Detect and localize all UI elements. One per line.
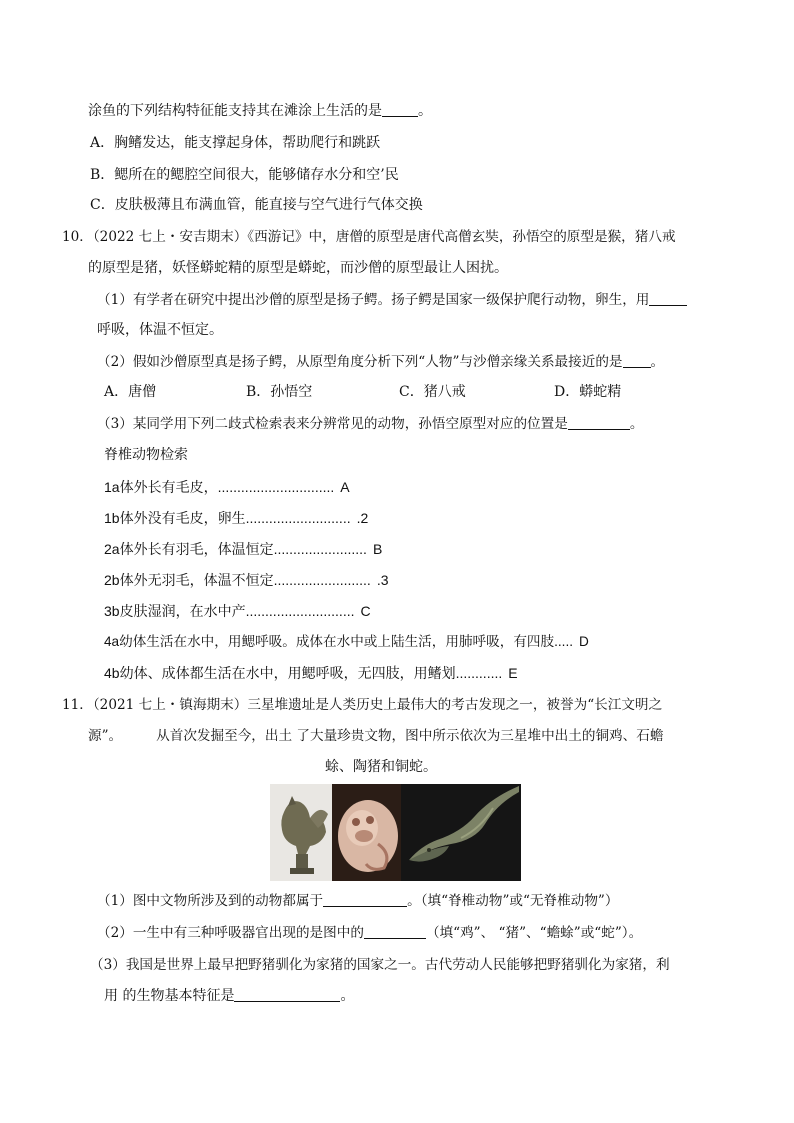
q10-part1-line2: 呼吸，体温不恒定。 <box>97 322 223 338</box>
key-result: E <box>508 665 518 681</box>
key-row <box>104 539 382 560</box>
key-text: 幼体、成体都生活在水中，用鳃呼吸，无四肢，用鳍划 <box>119 666 456 682</box>
q10-option-a: A．唐僧 <box>104 384 157 400</box>
q11-part3-text: 用 的生物基本特征是 <box>104 988 235 1004</box>
q10-option-c: C．猪八戒 <box>399 384 466 400</box>
q11-part1-text: （1）图中文物所涉及到的动物都属于 <box>97 893 324 909</box>
q10-part3 <box>97 414 643 434</box>
key-num: 3b <box>104 603 120 619</box>
q9-stem-end: 。 <box>418 103 432 119</box>
key-title: 脊椎动物检索 <box>104 447 188 463</box>
q11-part1 <box>97 891 618 911</box>
key-result: C <box>360 603 371 619</box>
answer-blank[interactable] <box>623 353 651 368</box>
q10-stem-line1: 10．（2022 七上・安吉期末）《西游记》中，唐僧的原型是唐代高僧玄奘，孙悟空的原型是猴，猪八戒 <box>62 229 676 245</box>
q11-stem-line2 <box>88 726 663 746</box>
q11-part3-line1: （3）我国是世界上最早把野猪驯化为家猪的国家之一。古代劳动人民能够把野猪驯化为家猪，利 <box>90 957 670 973</box>
key-dots: ............ <box>455 665 503 681</box>
q10-stem-line2: 的原型是猪，妖怪蟒蛇精的原型是蟒蛇，而沙僧的原型最让人困扰。 <box>88 260 508 276</box>
q10-option-d: D．蟒蛇精 <box>554 384 622 400</box>
q11-part2-text: （2）一生中有三种呼吸器官出现的是图中的 <box>97 925 364 941</box>
q11-part1-end: 。（填“脊椎动物”或“无脊椎动物”） <box>407 893 619 909</box>
key-dots: ........................... <box>245 510 351 526</box>
key-row <box>104 508 368 529</box>
key-text: 皮肤湿润，在水中产 <box>119 604 246 620</box>
q11-part3-line2 <box>104 986 354 1006</box>
bronze-snake-image <box>401 784 521 881</box>
key-dots: ..... <box>554 634 574 649</box>
q10-part1-text: （1）有学者在研究中提出沙僧的原型是扬子鳄。扬子鳄是国家一级保护爬行动物，卵生，用 <box>97 292 650 308</box>
q9-option-a: A．胸鳍发达，能支撑起身体，帮助爬行和跳跃 <box>90 135 381 151</box>
q11-stem-line3: 蜍、陶猪和铜蛇。 <box>325 759 437 775</box>
q9-stem <box>88 101 432 121</box>
key-row <box>104 632 589 652</box>
key-num: 1a <box>104 479 120 495</box>
q9-option-c: C．皮肤极薄且布满血管，能直接与空气进行气体交换 <box>90 197 423 213</box>
q11-stem-line2a: 源”。 <box>88 728 123 744</box>
key-result: A <box>340 479 350 495</box>
key-text: 体外无羽毛，体温不恒定 <box>119 573 274 589</box>
key-num: 2a <box>104 541 120 557</box>
key-dots: ............................ <box>245 603 355 619</box>
answer-blank[interactable] <box>382 102 418 117</box>
q11-stem-line2b: 从首次发掘至今，出土 了大量珍贵文物，图中所示依次为三星堆中出土的铜鸡、石蟾 <box>156 728 664 744</box>
key-dots: .............................. <box>217 479 335 495</box>
key-dots: ......................... <box>273 572 371 588</box>
q10-part3-text: （3）某同学用下列二歧式检索表来分辨常见的动物，孙悟空原型对应的位置是 <box>97 416 568 432</box>
key-num: 4b <box>104 665 120 681</box>
key-text: 幼体生活在水中，用鳃呼吸。成体在水中或上陆生活，用肺呼吸，有四肢 <box>119 634 555 650</box>
key-result: .3 <box>376 572 389 588</box>
answer-blank[interactable] <box>323 892 407 907</box>
q11-part2-end: （填“鸡”、 “猪”、“蟾蜍”或“蛇”）。 <box>425 925 643 941</box>
answer-blank[interactable] <box>364 924 426 939</box>
q10-part1-line1 <box>97 290 687 310</box>
key-num: 2b <box>104 572 120 588</box>
key-row <box>104 601 371 622</box>
key-row <box>104 663 518 684</box>
key-num: 1b <box>104 510 120 526</box>
q10-part2 <box>97 352 664 372</box>
q10-part2-end: 。 <box>650 354 665 370</box>
q10-option-b: B．孙悟空 <box>246 384 313 400</box>
bronze-rooster-image <box>270 784 332 881</box>
answer-blank[interactable] <box>234 987 340 1002</box>
key-num: 4a <box>104 634 120 649</box>
stone-toad-image <box>332 784 401 881</box>
q11-part2 <box>97 923 642 943</box>
q10-part2-text: （2）假如沙僧原型真是扬子鳄，从原型角度分析下列“人物”与沙僧亲缘关系最接近的是 <box>97 354 623 370</box>
key-result: D <box>579 634 589 649</box>
key-text: 体外没有毛皮，卵生 <box>119 511 246 527</box>
key-text: 体外长有毛皮， <box>119 480 218 496</box>
answer-blank[interactable] <box>649 291 687 306</box>
key-result: B <box>372 541 383 557</box>
key-row <box>104 570 389 591</box>
q11-part3-end: 。 <box>340 988 355 1004</box>
artifact-images <box>270 784 521 881</box>
key-text: 体外长有羽毛，体温恒定 <box>119 542 274 558</box>
q9-option-b: B．鳃所在的鳃腔空间很大，能够储存水分和空’民 <box>90 167 399 183</box>
q11-stem-line1: 11．（2021 七上・镇海期末）三星堆遗址是人类历史上最伟大的考古发现之一，被誉为“长江文明之 <box>62 697 663 713</box>
q9-stem-text: 涂鱼的下列结构特征能支持其在滩涂上生活的是 <box>88 103 382 119</box>
q10-part3-end: 。 <box>629 416 644 432</box>
key-row <box>104 477 350 498</box>
answer-blank[interactable] <box>568 415 630 430</box>
key-result: .2 <box>356 510 369 526</box>
key-dots: ........................ <box>273 541 367 557</box>
